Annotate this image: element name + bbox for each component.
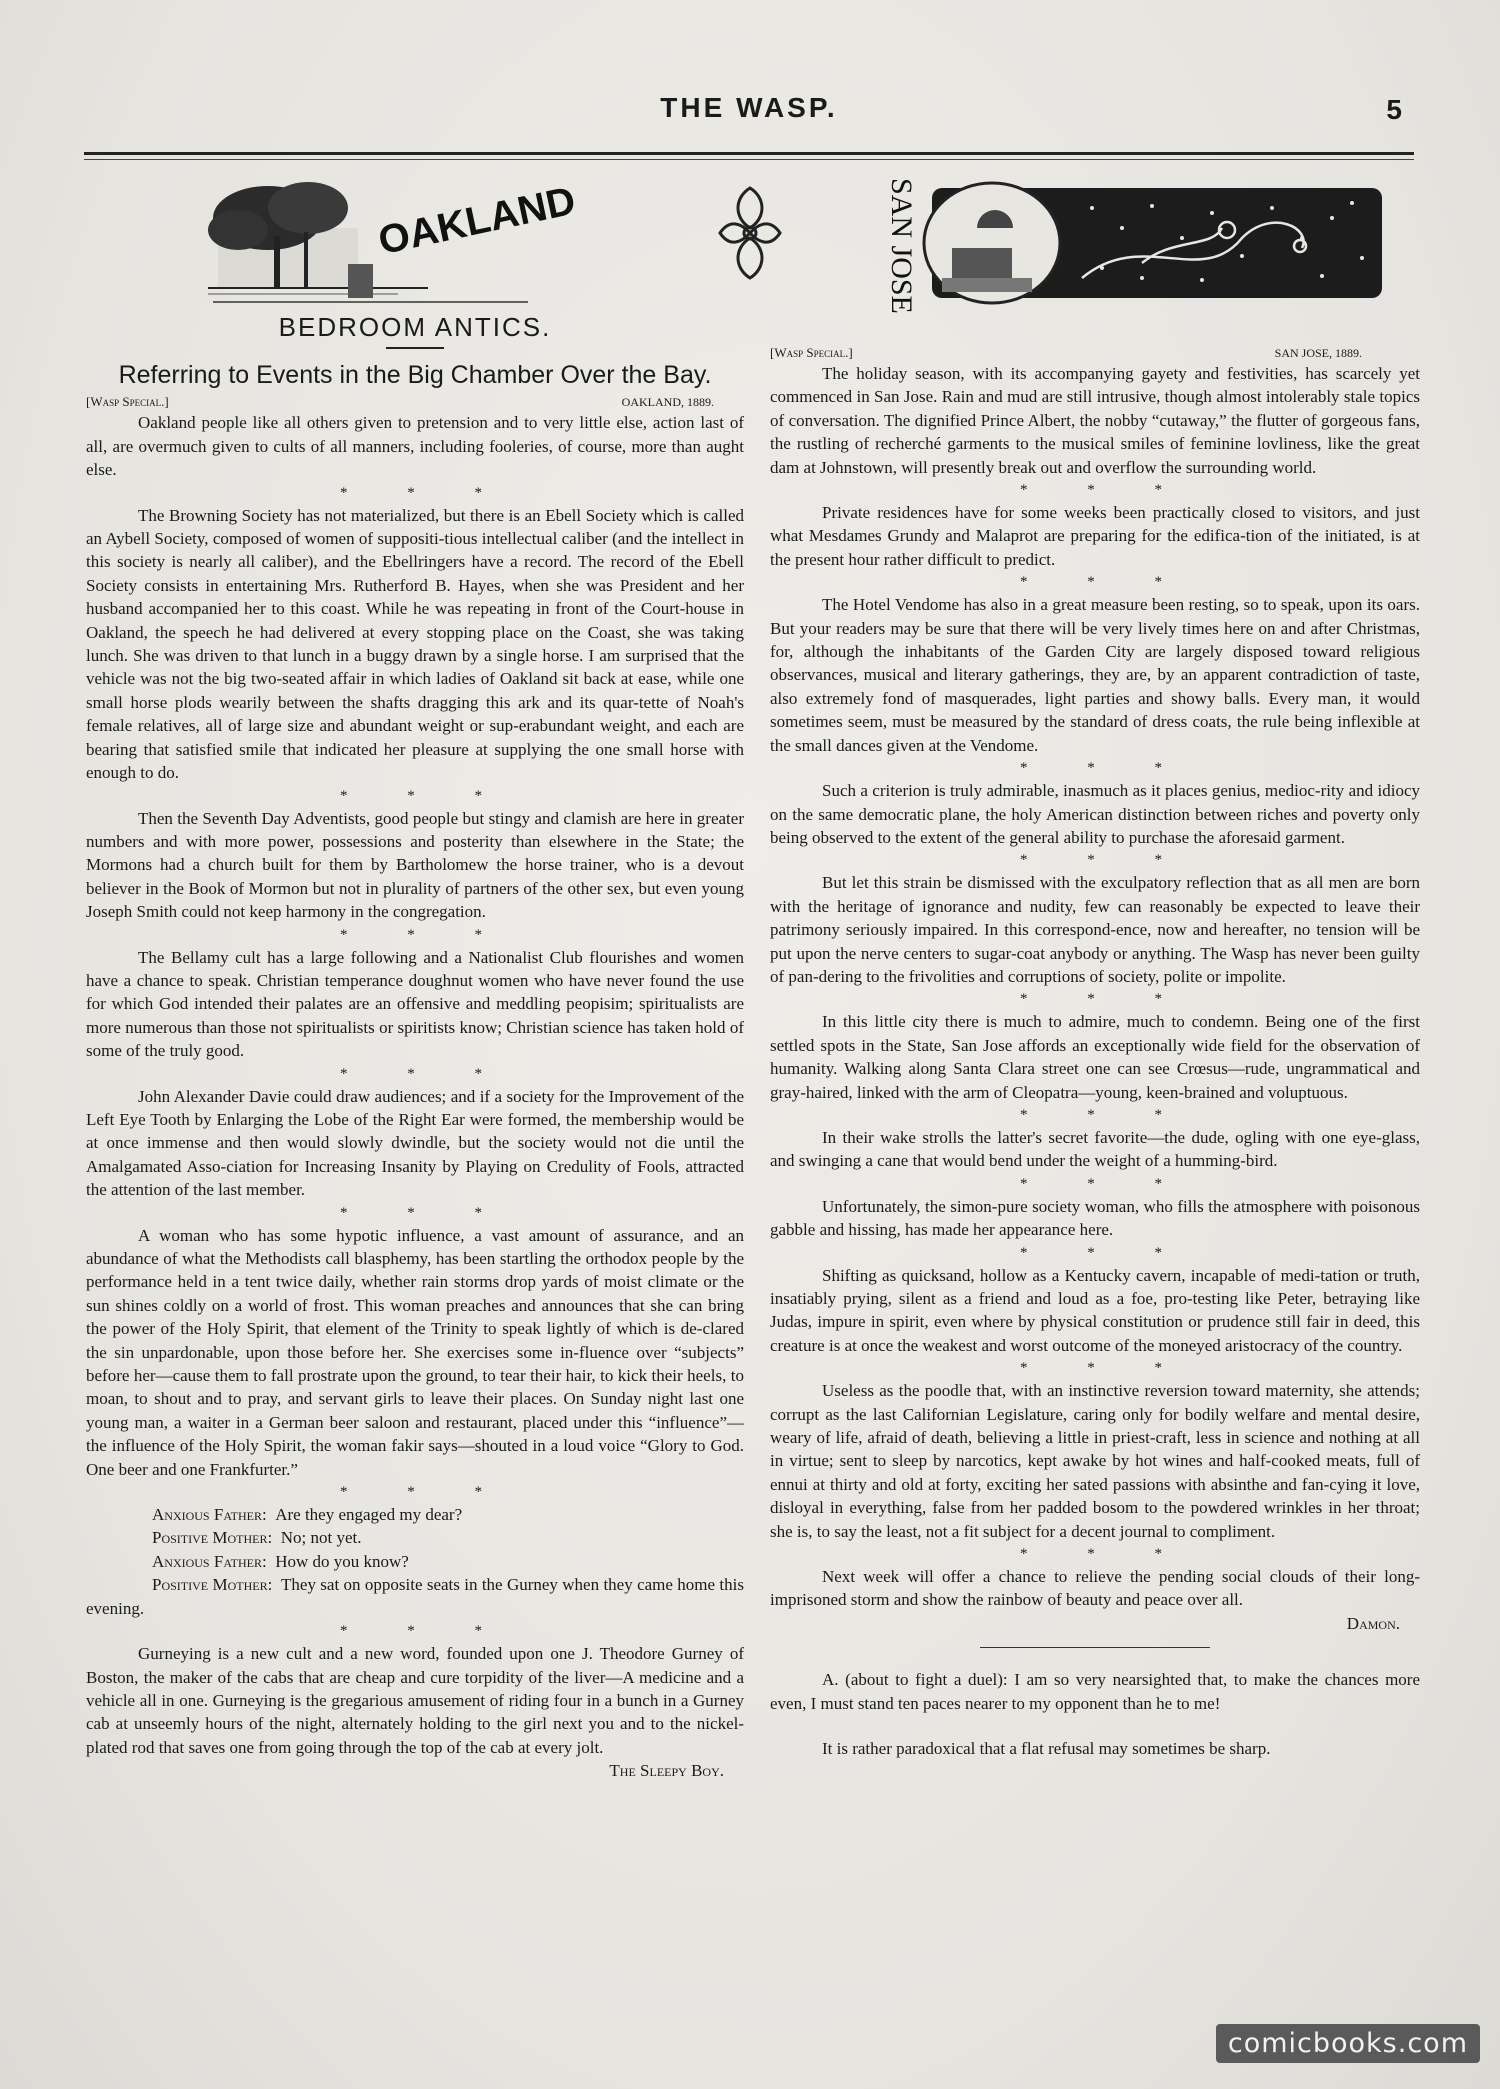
paragraph: The Bellamy cult has a large following and a Nationalist Club flourishes and women have a chance to speak. Christian temperance doughnut women who have never found the use for which God intended their palates are an offensive and meddling peopisim; spiritualists are more numerous than those not spiritualists or spiritists know; Christian science has taken hold of some of the truly good. — [86, 947, 744, 1061]
dialog-text: They sat on opposite seats in the Gurney when they came home this evening. — [86, 1575, 744, 1618]
special-tag: [Wasp Special.] — [770, 345, 853, 360]
publication-title: THE WASP. — [660, 92, 838, 123]
paragraph: The Hotel Vendome has also in a great measure been resting, so to speak, upon its oars. But your readers may be sure that there will be very lively times here on and after Christmas, for, although the inhabitants of the Garden City are largely disposed toward religious observances, musical and literary gatherings, they are, by an apparent contradiction of taste, also extremely fond of masquerades, light parties and showy balls. Every man, it would sometimes seem, must be measured by the standard of dress coats, the rule being inflexible at the small dances given at the Vendome. — [770, 595, 1420, 755]
masthead — [84, 92, 1414, 142]
dialog-line: Positive Mother: No; not yet. — [152, 1528, 362, 1548]
dialog-text: No; not yet. — [280, 1528, 362, 1548]
san-jose-banner-lettering: SAN JOSE — [885, 178, 918, 314]
dialog-line: Anxious Father: Are they engaged my dear? — [152, 1505, 463, 1525]
signature: The Sleepy Boy. — [609, 1761, 724, 1781]
subheadline: Referring to Events in the Big Chamber Over the Bay. — [118, 361, 712, 390]
section-stars: * * * — [340, 926, 510, 943]
paragraph: Then the Seventh Day Adventists, good people but stingy and clamish are here in greater numbers and with more power, possessions and posterity than elsewhere in the State; the Mormons had a church built for them by Bartholomew the horse trainer, who is a devout believer in the Book of Mormon but not in plurality of partners of the other sex, but even young Joseph Smith could not keep harmony in the congregation. — [86, 808, 744, 922]
section-stars: * * * — [1020, 574, 1190, 591]
paragraph: Shifting as quicksand, hollow as a Kentucky cavern, incapable of medi-tation or truth, insatiably prying, silent as a friend and loud as a foe, pro-testing like Peter, betraying like Judas, impure in spirit, even where by physical constitution or prudence still fair in deed, this creature is at once the weakest and worst outcome of the moneyed aristocracy of the country. — [770, 1265, 1420, 1355]
paragraph: The Browning Society has not materialized, but there is an Ebell Society which is called an Aybell Society, composed of women of suppositi-tious intellectual caliber (and the intellect in this society is nearly all caliber), and the Ebellringers have a record. The record of the Ebell Society consists in entertaining Mrs. Rutherford B. Hayes, when she was President and her husband accompanied her to this coast. While he was repeating in front of the Court-house in Oakland, the speech he had delivered at every stopping place on the Coast, she was taking lunch. She was driven to that lunch in a buggy drawn by a single horse. I am surprised that the vehicle was not the big two-seated affair in which ladies of Oakland sit back at ease, while one small horse plods wearily between the shafts dragging this ark and its quar-tette of Noah's female relatives, all of large size and abundant weight or sup-erabundant weight, and each are bearing that satisfied smile that indicated her pleasure at supplying the one small horse with enough to do. — [86, 505, 744, 783]
section-stars: * * * — [1020, 1244, 1190, 1261]
section-stars: * * * — [1020, 482, 1190, 499]
speaker: Positive Mother — [152, 1575, 268, 1595]
paragraph: Gurneying is a new cult and a new word, founded upon one J. Theodore Gurney of Boston, the maker of the cabs that are cheap and cure torpidity of the liver—A medicine and a vehicle all in one. Gurneying is the gregarious amusement of riding four in a bunch in a Gurney cab at unseemly hours of the night, alternately holding to the girl next you and to the nickel-plated rod that saves one from going through the top of the cab at every jolt. — [86, 1644, 744, 1757]
dateline-left — [86, 393, 744, 411]
paragraph: Such a criterion is truly admirable, inasmuch as it places genius, medioc-rity and idiocy on the same democratic plane, the holy American distinction between riches and poverty only being observed to the extent of the general ability to purchase the aforesaid garment. — [770, 781, 1420, 847]
dateline-right — [770, 344, 1420, 362]
paragraph: In their wake strolls the latter's secret favorite—the dude, ogling with one eye-glass, and swinging a cane that would bend under the weight of a humming-bird. — [770, 1127, 1420, 1171]
section-stars: * * * — [340, 787, 510, 804]
section-rule — [980, 1647, 1210, 1648]
section-stars: * * * — [1020, 760, 1190, 777]
masthead-rule-thin — [84, 159, 1414, 160]
san-jose-banner-illustration — [882, 168, 1402, 338]
san-jose-column — [770, 168, 1420, 1761]
section-stars: * * * — [1020, 1175, 1190, 1192]
section-stars: * * * — [1020, 1106, 1190, 1123]
page-number: 5 — [1386, 94, 1402, 125]
paragraph: A woman who has some hypotic influence, a vast amount of assurance, and an abundance of what the Methodists call blasphemy, has been startling the orthodox people by the performance held in a tent twice daily, whether rain storms drop yards of moist climate or the sun shines coldly on a world of frost. This woman preaches and announces that she can bring the power of the Holy Spirit, that element of the Trinity to speak lightly of which is de-clared the sin unpardonable, upon those before her. She exercises some in-fluence over “subjects” before her—cause them to fall prostrate upon the ground, to tear their hair, to kick their heels, to moan, to shout and to pray, and servant girls to leave their places. On Sunday night last one young man, a waiter in a German beer saloon and restaurant, placed under this “influence”— the influence of the Holy Spirit, the woman fakir says—shouted in a loud voice “Glory to God. One beer and one Frankfurter.” — [86, 1225, 744, 1479]
oakland-column — [86, 168, 744, 1783]
watermark: comicbooks.com — [1216, 2024, 1480, 2063]
paragraph: Useless as the poodle that, with an instinctive reversion toward maternity, she attends; corrupt as the last Californian Legislature, caring only for bodily welfare and mental desire, weary of life, afraid of death, believing a little in priest-craft, less in science and nothing at all in virtue; sent to sleep by narcotics, kept awake by hot wines and half-cooked meats, full of ennui at thirty and old at forty, exciting her sated passions with absinthe and fan-cying it love, disloyal in everything, false from her padded bosom to the powdered wrinkles in her throat; she is, to say the least, not a fit subject for a decent journal to compliment. — [770, 1381, 1420, 1541]
paragraph: Private residences have for some weeks been practically closed to visitors, and just what Mesdames Grundy and Malaprot are preparing for the edifica-tion of the initiated, is at the present hour rather difficult to predict. — [770, 503, 1420, 569]
dialog-line: Anxious Father: How do you know? — [152, 1551, 409, 1571]
special-tag: [Wasp Special.] — [86, 394, 169, 410]
paragraph: Next week will offer a chance to relieve the pending social clouds of their long-imprisoned storm and show the rainbow of beauty and peace over all. — [770, 1567, 1420, 1610]
oakland-banner-lettering: OAKLAND — [374, 178, 580, 264]
section-stars: * * * — [340, 484, 510, 501]
headline: BEDROOM ANTICS. — [278, 312, 552, 342]
section-stars: * * * — [1020, 1546, 1190, 1563]
paragraph: Unfortunately, the simon-pure society woman, who fills the atmosphere with poisonous gabble and hissing, has made her appearance here. — [770, 1196, 1420, 1240]
masthead-rule — [84, 152, 1414, 155]
paragraph: John Alexander Davie could draw audiences; and if a society for the Improvement of the Left Eye Tooth by Enlarging the Lobe of the Right Ear were formed, the membership would be at once immense and then would slowly dwindle, but the society would not die until the Amalgamated Asso-ciation for Increasing Insanity by Playing on Credulity of Fools, attracted the attention of the last member. — [86, 1086, 744, 1200]
paragraph: In this little city there is much to admire, much to condemn. Being one of the first settled spots in the State, San Jose affords an exceptionally wide field for the observation of humanity. Walking along Santa Clara street one can see Crœsus—rude, ungrammatical and gray-haired, linked with the arm of Cleopatra—young, keen-brained and voluptuous. — [770, 1012, 1420, 1102]
section-stars: * * * — [340, 1065, 510, 1082]
speaker: Anxious Father — [152, 1505, 262, 1525]
section-stars: * * * — [1020, 852, 1190, 869]
dateline-text: SAN JOSE, 1889. — [1274, 346, 1362, 360]
paragraph: The holiday season, with its accompanying gayety and festivities, has scarcely yet commenced in San Jose. Rain and mud are still intrusive, though almost intolerably stale topics of conversation. The dignified Prince Albert, the nobby “cutaway,” the flutter of gorgeous fans, the rustling of recherché garments to the musical smiles of feminine lovliness, like the great dam at Johnstown, will presently break out and overflow the surrounding world. — [770, 364, 1420, 477]
speaker: Positive Mother — [152, 1528, 268, 1548]
paragraph: But let this strain be dismissed with the exculpatory reflection that as all men are born with the heritage of ignorance and nudity, few can reasonably be expected to leave their patrimony seriously impaired. In this correspond-ence, now and hereafter, no tension will be put upon the nerve centers to sugar-coat anybody or anything. The Wasp has never been guilty of pan-dering to the frivolities and corruptions of society, polite or impolite. — [770, 873, 1420, 986]
section-stars: * * * — [340, 1623, 510, 1640]
section-stars: * * * — [340, 1484, 510, 1501]
dialog-text: Are they engaged my dear? — [275, 1505, 463, 1525]
section-stars: * * * — [340, 1204, 510, 1221]
oakland-banner-illustration — [198, 168, 628, 308]
dateline-text: OAKLAND, 1889. — [621, 395, 714, 410]
section-stars: * * * — [1020, 1360, 1190, 1377]
paragraph: Oakland people like all others given to pretension and to very little else, action last of all, are overmuch given to cults of all manners, including fooleries, of course, more than aught else. — [86, 413, 744, 480]
joke: A. (about to fight a duel): I am so very nearsighted that, to make the chances more even, I must stand ten paces nearer to my opponent than he to me! — [770, 1670, 1420, 1713]
dialog-text: How do you know? — [275, 1551, 409, 1571]
joke: It is rather paradoxical that a flat refusal may sometimes be sharp. — [822, 1739, 1271, 1759]
signature: Damon. — [1346, 1613, 1400, 1633]
section-stars: * * * — [1020, 991, 1190, 1008]
spacer — [770, 1715, 1420, 1737]
speaker: Anxious Father — [152, 1551, 262, 1571]
dialog-line: Positive Mother: They sat on opposite seats in the Gurney when they came home this evening. — [86, 1575, 744, 1618]
headline-rule — [386, 347, 444, 349]
